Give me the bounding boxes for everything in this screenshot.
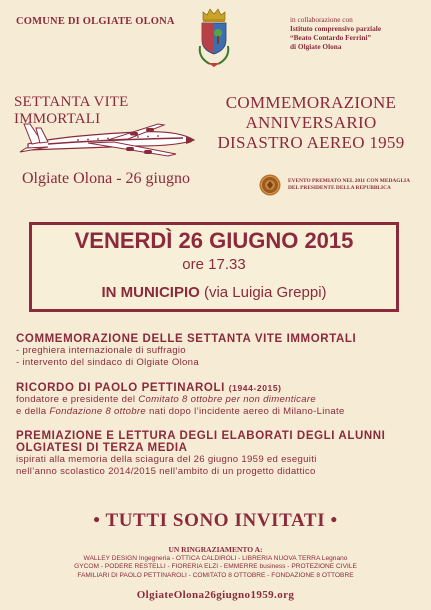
collab-line: “Beato Contardo Ferrini” xyxy=(290,33,372,42)
collab-line: Istituto comprensivo parziale xyxy=(290,24,382,33)
comm-line: COMMEMORAZIONE xyxy=(225,93,397,112)
collab-line: di Olgiate Olona xyxy=(290,42,342,51)
section-heading: PREMIAZIONE E LETTURA DEGLI ELABORATI DEGLI ALUNNI xyxy=(16,430,386,442)
event-place-detail: (via Luigia Greppi) xyxy=(203,284,327,301)
thanks-line: FAMILIARI DI PAOLO PETTINAROLI - COMITATO 8 OTTOBRE - FONDAZIONE 8 OTTOBRE xyxy=(77,571,354,579)
section-line xyxy=(16,394,421,406)
section-line: ispirati alla memoria della sciagura del 26 giugno 1959 ed eseguiti xyxy=(16,454,317,465)
thanks-title: UN RINGRAZIAMENTO A: xyxy=(168,545,263,554)
section-heading: OLGIATESI DI TERZA MEDIA xyxy=(16,442,188,454)
medal-line: EVENTO PREMIATO NEL 2011 CON MEDAGLIA xyxy=(288,178,411,184)
invitation-banner: • TUTTI SONO INVITATI • xyxy=(93,510,338,531)
event-time: ore 17.33 xyxy=(182,256,246,273)
section-line: - preghiera internazionale di suffragio xyxy=(16,345,186,356)
medal-caption xyxy=(288,178,418,192)
section-line xyxy=(16,406,421,418)
airplane-illustration xyxy=(18,110,203,170)
event-place-name: IN MUNICIPIO xyxy=(101,284,200,301)
program-section-1 xyxy=(16,333,421,368)
section-heading: RICORDO DI PAOLO PETTINAROLI xyxy=(16,382,225,394)
section-line: - intervento del sindaco di Olgiate Olona xyxy=(16,356,199,368)
line-italic: Comitato 8 ottobre per non dimenticare xyxy=(138,394,317,405)
website-link[interactable]: OlgiateOlona26giugno1959.org xyxy=(136,589,295,601)
commemorazione-title xyxy=(206,93,416,153)
settanta-vite-title: SETTANTA VITE IMMORTALI xyxy=(14,94,129,127)
line-text: e della xyxy=(16,405,47,417)
section-heading-row xyxy=(16,382,421,394)
line-italic: Fondazione 8 ottobre xyxy=(49,405,147,417)
program-section-2 xyxy=(16,382,421,417)
thanks-line: WALLEY DESIGN Ingegneria - OTTICA CALDIROLI - LIBRERIA NUOVA TERRA Legnano xyxy=(83,555,348,562)
section-heading: COMMEMORAZIONE DELLE SETTANTA VITE IMMORTALI xyxy=(16,333,357,345)
event-date: VENERDÌ 26 GIUGNO 2015 xyxy=(74,228,354,253)
collaboration-block xyxy=(290,15,425,51)
comune-label: COMUNE DI OLGIATE OLONA xyxy=(16,16,175,27)
program-section-3 xyxy=(16,430,421,477)
section-years: (1944-2015) xyxy=(228,383,282,393)
medal-icon xyxy=(259,174,281,196)
line-text: nati dopo l’incidente aereo di Milano-Linate xyxy=(149,405,345,417)
collab-line: in collaborazione con xyxy=(290,15,353,24)
thanks-list xyxy=(0,555,431,580)
event-place xyxy=(29,284,399,301)
line-text: fondatore e presidente del xyxy=(16,394,136,405)
section-line: nell’anno scolastico 2014/2015 nell’ambito di un progetto didattico xyxy=(16,465,316,477)
thanks-line: GYCOM - PODERE RESTELLI - FIORERIA ELZI - EMMERRE business - PROTEZIONE CIVILE xyxy=(74,563,357,571)
olgiate-date-label: Olgiate Olona - 26 giugno xyxy=(22,170,190,187)
coat-of-arms-icon xyxy=(196,6,232,70)
medal-line: DEL PRESIDENTE DELLA REPUBBLICA xyxy=(288,185,391,191)
comm-line: DISASTRO AEREO 1959 xyxy=(217,133,405,152)
comm-line: ANNIVERSARIO xyxy=(245,113,377,132)
